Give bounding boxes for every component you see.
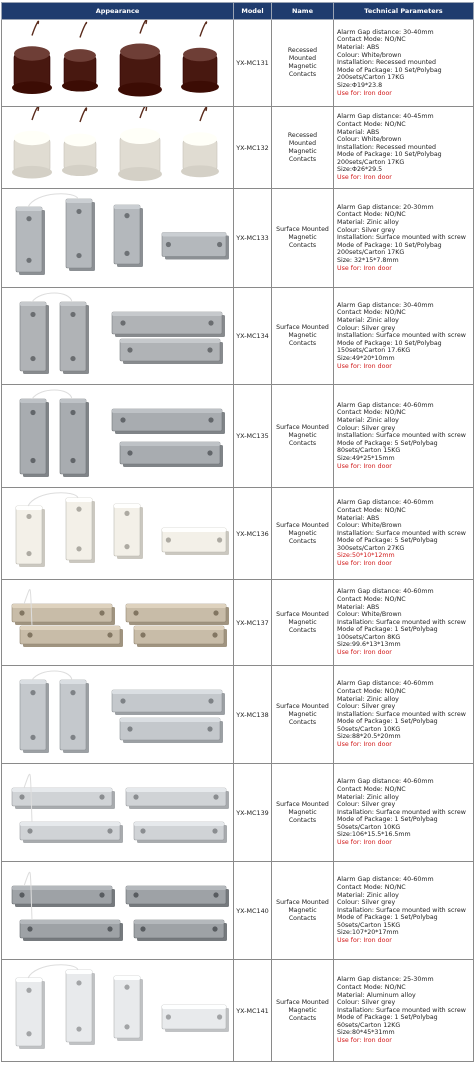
- product-photo-part: [16, 207, 45, 275]
- param-line: Material: Zinic alloy: [337, 417, 399, 425]
- product-wire: [32, 293, 72, 302]
- name-cell: Surface Mounted Magnetic Contacts: [272, 488, 334, 580]
- product-photo-part: [181, 107, 219, 177]
- product-photo: [2, 862, 234, 960]
- param-line: Use for: Iron door: [337, 89, 392, 97]
- param-line: Mode of Package: 1 Set/Polybag: [337, 914, 438, 922]
- param-line: Use for: Iron door: [337, 741, 392, 749]
- product-photo-part: [20, 680, 49, 753]
- table-row: [2, 107, 474, 189]
- param-line: 50sets/Carton 15KG: [337, 921, 401, 929]
- product-photo-part: [62, 108, 98, 176]
- params-cell: [334, 960, 474, 1062]
- model-cell: YX-MC135: [234, 385, 272, 488]
- product-table: [1, 2, 474, 1062]
- param-line: Material: Aluminum alloy: [337, 991, 416, 999]
- param-line: Use for: Iron door: [337, 560, 392, 568]
- param-line: Alarm Gap distance: 40-60mm: [337, 401, 434, 409]
- product-photo-part: [162, 528, 229, 555]
- model-cell: YX-MC134: [234, 288, 272, 385]
- product-photo-svg: [2, 20, 234, 106]
- param-line: Installation: Surface mounted with screw: [337, 808, 466, 816]
- product-photo: [2, 107, 234, 189]
- name-cell: Surface Mounted Magnetic Contacts: [272, 764, 334, 862]
- product-photo-part: [114, 205, 143, 267]
- model-cell: YX-MC133: [234, 189, 272, 288]
- param-line: Alarm Gap distance: 30-40mm: [337, 301, 434, 309]
- product-photo-svg: [2, 862, 234, 959]
- param-line: Mode of Package: 10 Set/Polybag: [337, 66, 442, 74]
- param-line: Material: Zinic alloy: [337, 219, 399, 227]
- param-line: Size: 32*15*7.8mm: [337, 256, 399, 264]
- param-line: 200sets/Carton 17KG: [337, 74, 405, 82]
- product-photo-part: [60, 302, 89, 374]
- product-photo-part: [12, 604, 115, 625]
- param-line: Contact Mode: NO/NC: [337, 36, 406, 44]
- param-line: Size:Φ19*23.8: [337, 81, 383, 89]
- params-cell: [334, 385, 474, 488]
- param-line: Material: ABS: [337, 128, 380, 136]
- product-photo-part: [162, 233, 229, 260]
- param-line: Material: ABS: [337, 603, 380, 611]
- param-line: Installation: Surface mounted with screw: [337, 234, 466, 242]
- param-line: Contact Mode: NO/NC: [337, 595, 406, 603]
- product-photo-part: [126, 886, 229, 907]
- param-line: Colour: Silver grey: [337, 899, 396, 907]
- product-photo-part: [12, 21, 52, 94]
- param-line: Alarm Gap distance: 40-60mm: [337, 778, 434, 786]
- product-photo-part: [16, 978, 45, 1049]
- param-line: Installation: Surface mounted with screw: [337, 906, 466, 914]
- model-cell: YX-MC132: [234, 107, 272, 189]
- param-line: Material: Zinic alloy: [337, 891, 399, 899]
- param-line: Contact Mode: NO/NC: [337, 309, 406, 317]
- param-line: Alarm Gap distance: 40-60mm: [337, 499, 434, 507]
- param-line: 200sets/Carton 17KG: [337, 249, 405, 257]
- product-photo: [2, 960, 234, 1062]
- name-cell: Surface Mounted Magnetic Contacts: [272, 385, 334, 488]
- product-photo-part: [118, 20, 162, 96]
- param-line: Material: Zinic alloy: [337, 317, 399, 325]
- param-line: Colour: White/brown: [337, 136, 402, 144]
- product-photo-part: [20, 302, 49, 374]
- product-photo-svg: [2, 666, 234, 763]
- product-photo-svg: [2, 580, 234, 665]
- table-row: [2, 764, 474, 862]
- product-photo-part: [20, 822, 123, 843]
- product-photo-part: [126, 604, 229, 625]
- table-row: [2, 385, 474, 488]
- product-photo-part: [181, 22, 219, 93]
- header-row: [2, 3, 474, 20]
- header-appearance: Appearance: [2, 3, 234, 20]
- param-line: Material: Zinic alloy: [337, 695, 399, 703]
- product-photo-part: [60, 399, 89, 477]
- param-line: 200sets/Carton 17KG: [337, 158, 405, 166]
- product-photo-svg: [2, 960, 234, 1061]
- product-rows: [2, 20, 474, 1062]
- param-line: Alarm Gap distance: 40-45mm: [337, 113, 434, 121]
- product-photo-svg: [2, 764, 234, 861]
- param-line: Mode of Package: 10 Set/Polybag: [337, 151, 442, 159]
- param-line: Installation: Surface mounted with screw: [337, 1006, 466, 1014]
- product-photo-part: [112, 312, 225, 337]
- product-photo-part: [66, 970, 95, 1045]
- param-line: Colour: White/brown: [337, 51, 402, 59]
- model-cell: YX-MC139: [234, 764, 272, 862]
- param-line: Size:49*25*15mm: [337, 454, 395, 462]
- param-line: Contact Mode: NO/NC: [337, 211, 406, 219]
- param-line: Mode of Package: 1 Set/Polybag: [337, 718, 438, 726]
- name-cell: Recessed Mounted Magnetic Contacts: [272, 107, 334, 189]
- table-row: [2, 580, 474, 666]
- param-line: Material: Zinic alloy: [337, 793, 399, 801]
- name-cell: Surface Mounted Magnetic Contacts: [272, 666, 334, 764]
- param-line: Installation: Recessed mounted: [337, 59, 437, 67]
- params-cell: [334, 764, 474, 862]
- param-line: Size:80*45*31mm: [337, 1029, 395, 1037]
- param-line: Mode of Package: 1 Set/Polybag: [337, 816, 438, 824]
- product-photo-part: [20, 920, 123, 941]
- params-cell: [334, 488, 474, 580]
- product-photo-part: [118, 107, 162, 181]
- param-line: Use for: Iron door: [337, 649, 392, 657]
- param-line: Installation: Surface mounted with screw: [337, 432, 466, 440]
- product-photo-svg: [2, 288, 234, 384]
- param-line: Alarm Gap distance: 40-60mm: [337, 588, 434, 596]
- params-cell: [334, 666, 474, 764]
- param-line: Alarm Gap distance: 25-30mm: [337, 976, 434, 984]
- product-photo: [2, 764, 234, 862]
- product-photo-part: [62, 23, 98, 92]
- product-photo-part: [162, 1005, 229, 1032]
- param-line: Contact Mode: NO/NC: [337, 883, 406, 891]
- product-photo-part: [60, 680, 89, 753]
- product-photo-part: [12, 886, 115, 907]
- product-wire: [32, 390, 72, 399]
- product-photo: [2, 580, 234, 666]
- param-line: Mode of Package: 10 Set/Polybag: [337, 339, 442, 347]
- name-cell: Surface Mounted Magnetic Contacts: [272, 862, 334, 960]
- product-photo: [2, 488, 234, 580]
- product-photo-part: [126, 788, 229, 809]
- param-line: Mode of Package: 1 Set/Polybag: [337, 626, 438, 634]
- name-cell: Surface Mounted Magnetic Contacts: [272, 288, 334, 385]
- param-line: Colour: Silver grey: [337, 324, 396, 332]
- param-line: Installation: Surface mounted with screw: [337, 529, 466, 537]
- param-line: Alarm Gap distance: 20-30mm: [337, 203, 434, 211]
- product-photo-svg: [2, 385, 234, 487]
- name-cell: Surface Mounted Magnetic Contacts: [272, 189, 334, 288]
- product-photo-part: [114, 504, 143, 559]
- product-photo-part: [134, 822, 227, 843]
- param-line: 50sets/Carton 10KG: [337, 725, 401, 733]
- param-line: Mode of Package: 1 Set/Polybag: [337, 1014, 438, 1022]
- table-row: [2, 189, 474, 288]
- param-line: Use for: Iron door: [337, 937, 392, 945]
- name-cell: Surface Mounted Magnetic Contacts: [272, 960, 334, 1062]
- table-row: [2, 666, 474, 764]
- product-wire: [32, 671, 72, 680]
- product-photo: [2, 385, 234, 488]
- param-line: Alarm Gap distance: 30-40mm: [337, 28, 434, 36]
- param-line: Size:Φ26*29.5: [337, 166, 383, 174]
- product-photo: [2, 189, 234, 288]
- product-photo-part: [12, 107, 52, 179]
- product-photo-part: [66, 498, 95, 563]
- param-line: 50sets/Carton 10KG: [337, 823, 401, 831]
- param-line: Installation: Surface mounted with screw: [337, 618, 466, 626]
- param-line: Colour: Silver grey: [337, 424, 396, 432]
- param-line: Material: ABS: [337, 514, 380, 522]
- table-row: [2, 862, 474, 960]
- product-photo-part: [120, 718, 223, 743]
- table-row: [2, 960, 474, 1062]
- param-line: Colour: Silver grey: [337, 703, 396, 711]
- param-line: Size:99.6*13*13mm: [337, 641, 401, 649]
- param-line: Installation: Surface mounted with screw: [337, 332, 466, 340]
- param-line: Use for: Iron door: [337, 264, 392, 272]
- param-line: Size:107*20*17mm: [337, 929, 399, 937]
- param-line: Size:106*15.5*16.5mm: [337, 831, 411, 839]
- product-photo-part: [114, 976, 143, 1041]
- product-photo-svg: [2, 189, 234, 287]
- params-cell: [334, 580, 474, 666]
- param-line: Mode of Package: 5 Set/Polybag: [337, 439, 438, 447]
- product-photo-part: [12, 788, 115, 809]
- name-cell: Surface Mounted Magnetic Contacts: [272, 580, 334, 666]
- product-photo-part: [120, 339, 223, 364]
- name-cell: Recessed Mounted Magnetic Contacts: [272, 20, 334, 107]
- param-line: Colour: White/Brown: [337, 611, 402, 619]
- product-photo-part: [134, 920, 227, 941]
- param-line: Use for: Iron door: [337, 1037, 392, 1045]
- product-photo: [2, 20, 234, 107]
- header-params: Technical Parameters: [334, 3, 474, 20]
- table-row: [2, 488, 474, 580]
- param-line: 100sets/Carton 8KG: [337, 633, 401, 641]
- model-cell: YX-MC138: [234, 666, 272, 764]
- param-line: 300sets/Carton 27KG: [337, 544, 405, 552]
- product-photo: [2, 288, 234, 385]
- param-line: Installation: Surface mounted with screw: [337, 710, 466, 718]
- model-cell: YX-MC141: [234, 960, 272, 1062]
- product-photo-part: [112, 690, 225, 715]
- header-name: Name: [272, 3, 334, 20]
- param-line: Use for: Iron door: [337, 174, 392, 182]
- param-line: Mode of Package: 10 Set/Polybag: [337, 241, 442, 249]
- param-line: Material: ABS: [337, 44, 380, 52]
- param-line: Colour: Silver grey: [337, 226, 396, 234]
- param-line: Colour: Silver grey: [337, 999, 396, 1007]
- param-line: 80sets/Carton 15KG: [337, 447, 401, 455]
- param-line: Use for: Iron door: [337, 462, 392, 470]
- product-photo-part: [112, 409, 225, 434]
- params-cell: [334, 862, 474, 960]
- param-line: Installation: Recessed mounted: [337, 143, 437, 151]
- param-line: Mode of Package: 5 Set/Polybag: [337, 537, 438, 545]
- param-line: 60sets/Carton 12KG: [337, 1021, 401, 1029]
- model-cell: YX-MC137: [234, 580, 272, 666]
- param-line: Colour: Silver grey: [337, 801, 396, 809]
- param-line: Contact Mode: NO/NC: [337, 785, 406, 793]
- params-cell: [334, 288, 474, 385]
- params-cell: [334, 189, 474, 288]
- param-line: 150sets/Carton 17.6KG: [337, 347, 411, 355]
- product-photo-part: [20, 399, 49, 477]
- param-line: Use for: Iron door: [337, 839, 392, 847]
- table-row: [2, 20, 474, 107]
- param-line: Colour: White/Brown: [337, 522, 402, 530]
- product-photo-part: [20, 626, 123, 647]
- param-line: Contact Mode: NO/NC: [337, 983, 406, 991]
- model-cell: YX-MC140: [234, 862, 272, 960]
- param-line: Contact Mode: NO/NC: [337, 409, 406, 417]
- product-photo: [2, 666, 234, 764]
- product-photo-part: [16, 506, 45, 567]
- product-photo-part: [134, 626, 227, 647]
- table-row: [2, 288, 474, 385]
- params-cell: [334, 20, 474, 107]
- product-photo-svg: [2, 488, 234, 579]
- param-line: Use for: Iron door: [337, 362, 392, 370]
- param-line: Size:88*20.5*20mm: [337, 733, 401, 741]
- params-cell: [334, 107, 474, 189]
- product-photo-part: [120, 442, 223, 467]
- model-cell: YX-MC136: [234, 488, 272, 580]
- product-photo-part: [66, 199, 95, 271]
- header-model: Model: [234, 3, 272, 20]
- model-cell: YX-MC131: [234, 20, 272, 107]
- param-line: Alarm Gap distance: 40-60mm: [337, 680, 434, 688]
- param-line: Alarm Gap distance: 40-60mm: [337, 876, 434, 884]
- param-line: Size:49*20*10mm: [337, 354, 395, 362]
- param-line: Contact Mode: NO/NC: [337, 506, 406, 514]
- product-photo-svg: [2, 107, 234, 188]
- param-line: Contact Mode: NO/NC: [337, 120, 406, 128]
- param-line: Contact Mode: NO/NC: [337, 687, 406, 695]
- param-line: Size:50*10*12mm: [337, 552, 395, 560]
